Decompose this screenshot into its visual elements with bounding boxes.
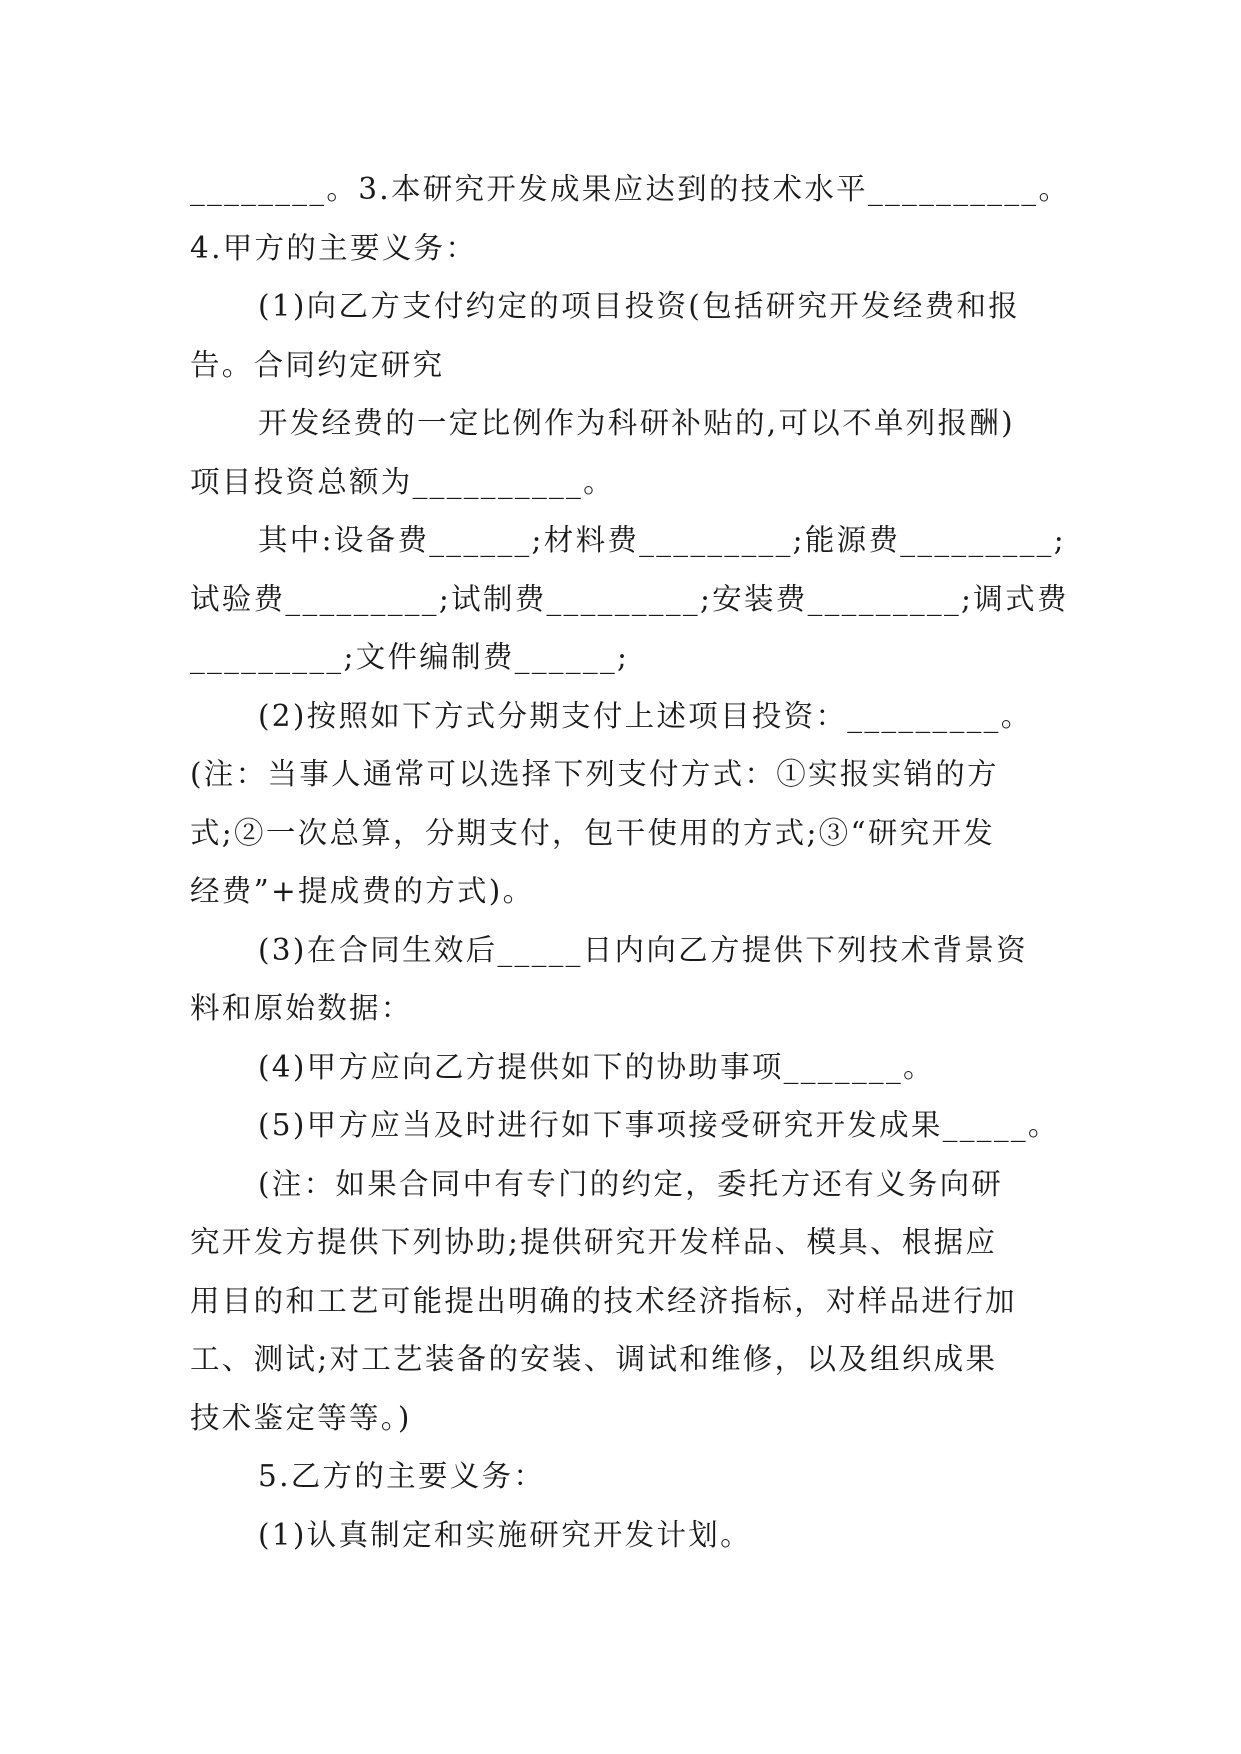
text-line: (1)向乙方支付约定的项目投资(包括研究开发经费和报 [258,289,1021,323]
text-line: 工、测试;对工艺装备的安装、调试和维修，以及组织成果 [190,1342,998,1376]
text-line: 告。合同约定研究 [190,347,445,382]
text-line: (注：当事人通常可以选择下列支付方式：①实报实销的方 [190,757,999,791]
text-line: 料和原始数据： [190,991,413,1025]
section-heading-party-b-duties: 5.乙方的主要义务： [258,1459,546,1493]
text-line: 其中:设备费______;材料费_________;能源费_________; [258,523,1066,557]
text-line: (2)按照如下方式分期支付上述项目投资：_________。 [258,698,1033,733]
text-line: 式;②一次总算，分期支付，包干使用的方式;③“研究开发 [190,815,996,850]
text-line: _________;文件编制费______; [190,640,630,674]
text-line: (3)在合同生效后_____日内向乙方提供下列技术背景资 [258,932,1028,967]
text-line: (4)甲方应向乙方提供如下的协助事项_______。 [258,1049,935,1084]
text-line: 试验费_________;试制费_________;安装费_________;调式费 [190,581,1069,616]
text-line: (1)认真制定和实施研究开发计划。 [258,1517,752,1552]
text-line: 开发经费的一定比例作为科研补贴的,可以不单列报酬) [258,406,1015,440]
document-body [190,160,1070,1564]
text-line: 究开发方提供下列协助;提供研究开发样品、模具、根据应 [190,1225,998,1259]
text-line: 项目投资总额为__________。 [190,464,615,499]
text-line: 用目的和工艺可能提出明确的技术经济指标，对样品进行加 [190,1283,1017,1318]
text-line: ________。3.本研究开发成果应达到的技术水平__________。 [190,172,1071,206]
text-line: 经费”+提成费的方式)。 [190,874,535,908]
text-line: (5)甲方应当及时进行如下事项接受研究开发成果_____。 [258,1108,1060,1142]
text-line: 技术鉴定等等。) [190,1400,412,1435]
section-heading-party-a-duties: 4.甲方的主要义务： [190,230,478,265]
text-line: (注：如果合同中有专门的约定，委托方还有义务向研 [258,1166,1004,1201]
